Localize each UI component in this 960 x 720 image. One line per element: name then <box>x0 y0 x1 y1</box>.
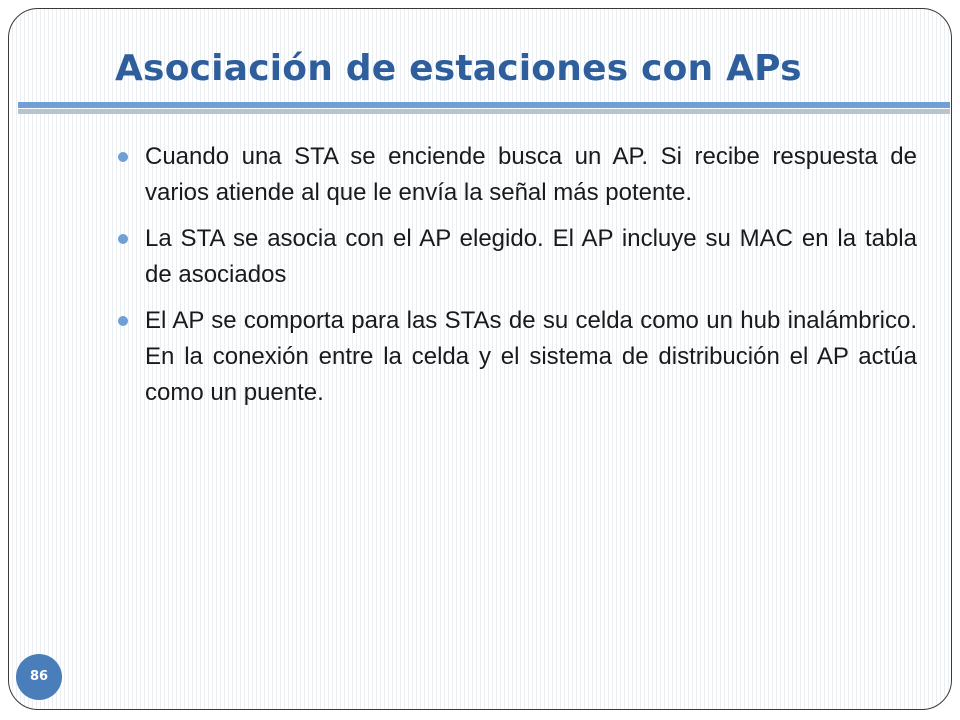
bullet-list <box>115 139 917 421</box>
bullet-dot-icon <box>118 152 128 162</box>
bullet-text-2: La STA se asocia con el AP elegido. El AP incluye su MAC en la tabla de asociados <box>145 225 917 288</box>
title-divider-bottom-band <box>18 109 950 114</box>
bullet-dot-icon <box>118 316 128 326</box>
title-divider-top-band <box>18 102 950 108</box>
bullet-text-3: El AP se comporta para las STAs de su celda como un hub inalámbrico. En la conexión entre la celda y el sistema de distribución el AP actúa como un puente. <box>145 307 917 406</box>
page-number-badge: 86 <box>16 654 62 700</box>
bullet-item-1 <box>115 139 917 211</box>
title-divider <box>18 102 950 116</box>
bullet-text-1: Cuando una STA se enciende busca un AP. Si recibe respuesta de varios atiende al que le envía la señal más potente. <box>145 143 917 206</box>
slide-title: Asociación de estaciones con APs <box>115 48 802 89</box>
bullet-item-3 <box>115 303 917 411</box>
bullet-item-2 <box>115 221 917 293</box>
bullet-dot-icon <box>118 234 128 244</box>
